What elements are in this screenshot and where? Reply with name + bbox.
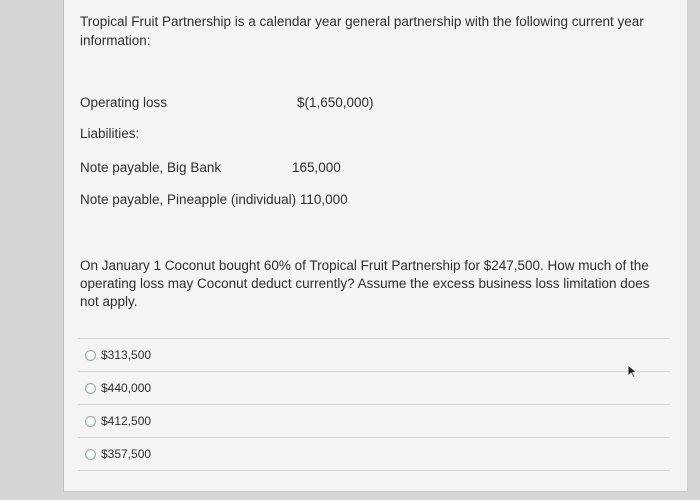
note-pineapple-line: Note payable, Pineapple (individual) 110,000 (80, 192, 348, 207)
answer-option-label: $412,500 (101, 414, 152, 428)
answer-option-4[interactable] (78, 437, 670, 471)
operating-loss-label: Operating loss (80, 95, 168, 110)
liabilities-label: Liabilities: (80, 126, 140, 141)
mouse-cursor-icon (627, 364, 639, 378)
operating-loss-value: $(1,650,000) (297, 95, 374, 110)
radio-button[interactable] (85, 350, 96, 361)
question-intro: Tropical Fruit Partnership is a calendar year general partnership with the following current year information: (80, 14, 644, 48)
radio-button[interactable] (85, 383, 96, 394)
question-panel (63, 0, 688, 492)
answer-options (78, 338, 670, 471)
answer-option-label: $313,500 (101, 348, 152, 362)
radio-button[interactable] (85, 416, 96, 427)
answer-option-label: $440,000 (101, 381, 152, 395)
note-big-bank-value: 165,000 (292, 160, 341, 175)
answer-option-label: $357,500 (101, 447, 152, 461)
answer-option-3[interactable] (78, 404, 670, 437)
question-text: On January 1 Coconut bought 60% of Tropical Fruit Partnership for $247,500. How much of the operating loss may Coconut deduct currently? Assume the excess business loss limitation does not apply. (80, 258, 650, 309)
note-big-bank-label: Note payable, Big Bank (80, 160, 222, 175)
answer-option-1[interactable] (78, 338, 670, 371)
answer-option-2[interactable] (78, 371, 670, 404)
radio-button[interactable] (85, 449, 96, 460)
